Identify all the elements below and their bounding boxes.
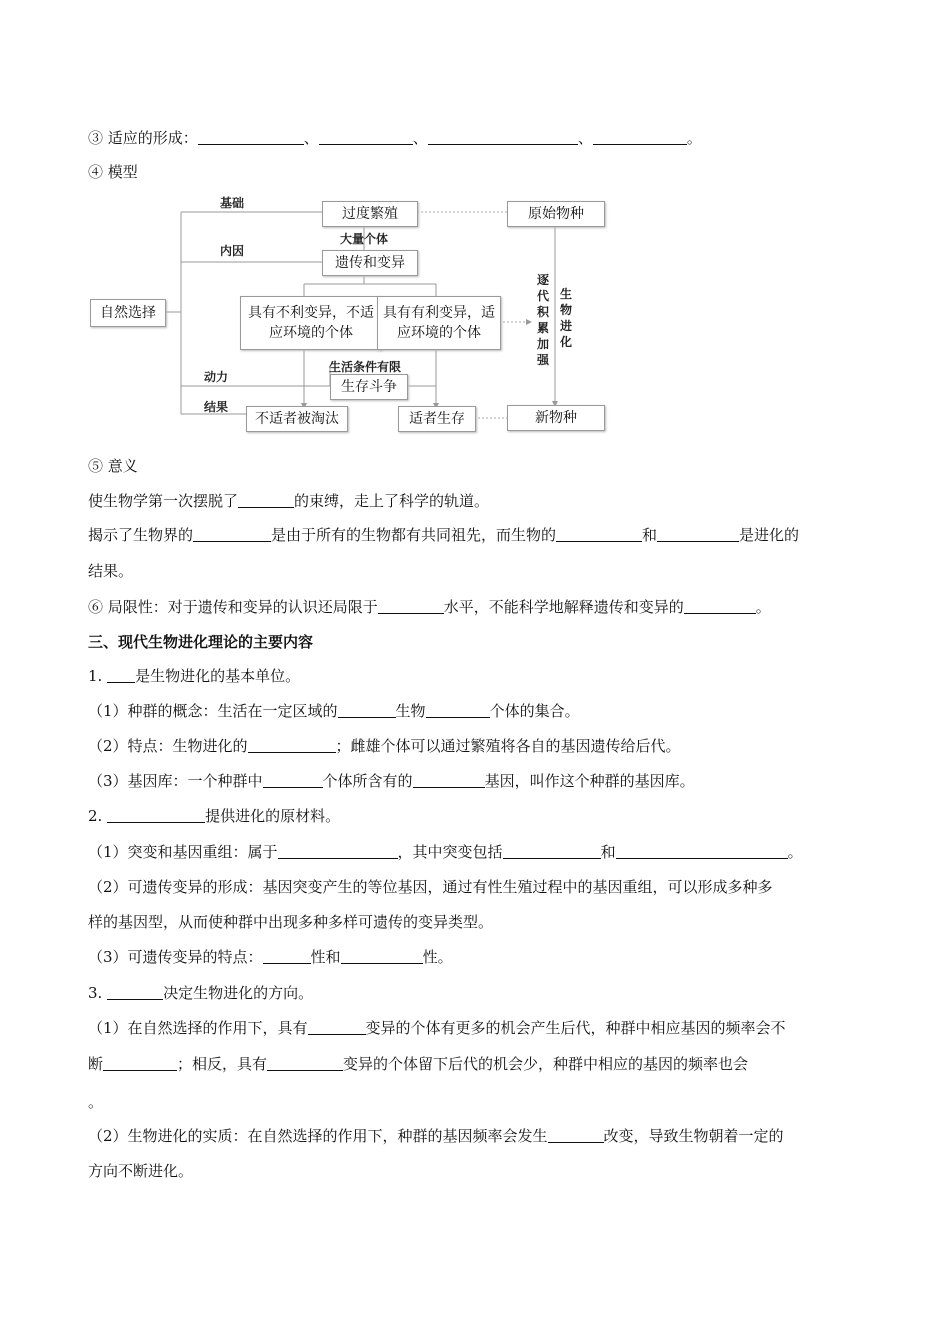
blank[interactable] [413, 772, 485, 788]
significance-line-2: 揭示了生物界的 是由于所有的生物都有共同祖先，而生物的 和 是进化的 [88, 526, 800, 544]
blank[interactable] [426, 702, 490, 718]
blank[interactable] [428, 129, 578, 145]
item-2-3: （3）可遗传变异的特点： 性和 性。 [88, 948, 453, 966]
blank[interactable] [238, 492, 294, 508]
heredity-variation-box: 遗传和变异 [322, 250, 418, 276]
section-heading: 三、现代生物进化理论的主要内容 [88, 633, 314, 651]
blank[interactable] [263, 948, 311, 964]
blank[interactable] [107, 807, 205, 823]
item-1-2: （2）特点：生物进化的 ；雌雄个体可以通过繁殖将各自的基因遗传给后代。 [88, 737, 681, 755]
blank[interactable] [107, 667, 135, 683]
new-species-box: 新物种 [507, 405, 605, 431]
item-2: 2. 提供进化的原材料。 [88, 807, 341, 825]
item-3-2: （2）生物进化的实质：在自然选择的作用下，种群的基因频率会发生 改变，导致生物朝着一定的 [88, 1127, 784, 1145]
blank[interactable] [267, 1055, 343, 1071]
blank[interactable] [556, 526, 642, 542]
blank[interactable] [341, 948, 423, 964]
blank[interactable] [503, 843, 601, 859]
significance-line-1: 使生物学第一次摆脱了 的束缚，走上了科学的轨道。 [88, 492, 490, 510]
item-3-2-cont: 方向不断进化。 [88, 1162, 194, 1180]
blank[interactable] [278, 843, 398, 859]
survival-box: 适者生存 [398, 406, 476, 432]
item-2-2-cont: 样的基因型，从而使种群中出现多种多样可遗传的变异类型。 [88, 913, 494, 931]
significance-line-3: 结果。 [88, 562, 134, 580]
blank[interactable] [248, 737, 336, 753]
natural-selection-box: 自然选择 [90, 299, 166, 327]
blank[interactable] [378, 598, 444, 614]
favorable-variation-box: 具有有利变异，适应环境的个体 [377, 296, 501, 350]
item-3: 3. 决定生物进化的方向。 [88, 984, 314, 1002]
label-basis: 基础 [220, 196, 245, 210]
blank[interactable] [103, 1055, 177, 1071]
label-power: 动力 [204, 370, 229, 384]
blank[interactable] [616, 843, 788, 859]
blank[interactable] [319, 129, 413, 145]
blank[interactable] [338, 702, 396, 718]
label-many: 大量个体 [340, 232, 389, 246]
significance-heading: ⑤ 意义 [88, 457, 138, 475]
label-evolution: 生物进化 [560, 287, 573, 349]
natural-selection-diagram [86, 192, 616, 442]
item-3-1-cont: 断 ；相反，具有 变异的个体留下后代的机会少，种群中相应的基因的频率也会 [88, 1055, 749, 1073]
struggle-box: 生存斗争 [330, 374, 408, 400]
limitation-line: ⑥ 局限性：对于遗传和变异的认识还局限于 水平，不能科学地解释遗传和变异的 。 [88, 598, 771, 616]
blank[interactable] [107, 984, 163, 1000]
item-1-3: （3）基因库：一个种群中 个体所含有的 基因，叫作这个种群的基因库。 [88, 772, 695, 790]
item-1: 1. 是生物进化的基本单位。 [88, 667, 301, 685]
eliminated-box: 不适者被淘汰 [246, 406, 348, 432]
item-3-1: （1）在自然选择的作用下，具有 变异的个体有更多的机会产生后代，种群中相应基因的频率会不 [88, 1019, 786, 1037]
blank[interactable] [263, 772, 323, 788]
blank[interactable] [548, 1127, 604, 1143]
model-heading: ④ 模型 [88, 163, 138, 181]
blank[interactable] [193, 526, 271, 542]
blank[interactable] [593, 129, 687, 145]
unfavorable-variation-box: 具有不利变异，不适应环境的个体 [240, 296, 382, 350]
item-2-1: （1）突变和基因重组：属于 ，其中突变包括 和 。 [88, 843, 803, 861]
item-2-2: （2）可遗传变异的形成：基因突变产生的等位基因，通过有性生殖过程中的基因重组，可以形成多种多 [88, 878, 773, 896]
blank[interactable] [198, 129, 304, 145]
blank[interactable] [657, 526, 739, 542]
label-result: 结果 [204, 400, 229, 414]
label-limited: 生活条件有限 [329, 360, 402, 374]
item-1-1: （1）种群的概念：生活在一定区域的 生物 个体的集合。 [88, 702, 580, 720]
adaptation-formation-line: ③ 适应的形成： 、 、 、 。 [88, 129, 702, 147]
original-species-box: 原始物种 [507, 201, 605, 227]
label-internal: 内因 [220, 244, 245, 258]
blank[interactable] [684, 598, 756, 614]
overproduction-box: 过度繁殖 [322, 201, 418, 227]
blank[interactable] [308, 1019, 366, 1035]
label-accumulate: 逐代积累加强 [537, 273, 550, 367]
item-3-1-end: 。 [88, 1093, 104, 1111]
